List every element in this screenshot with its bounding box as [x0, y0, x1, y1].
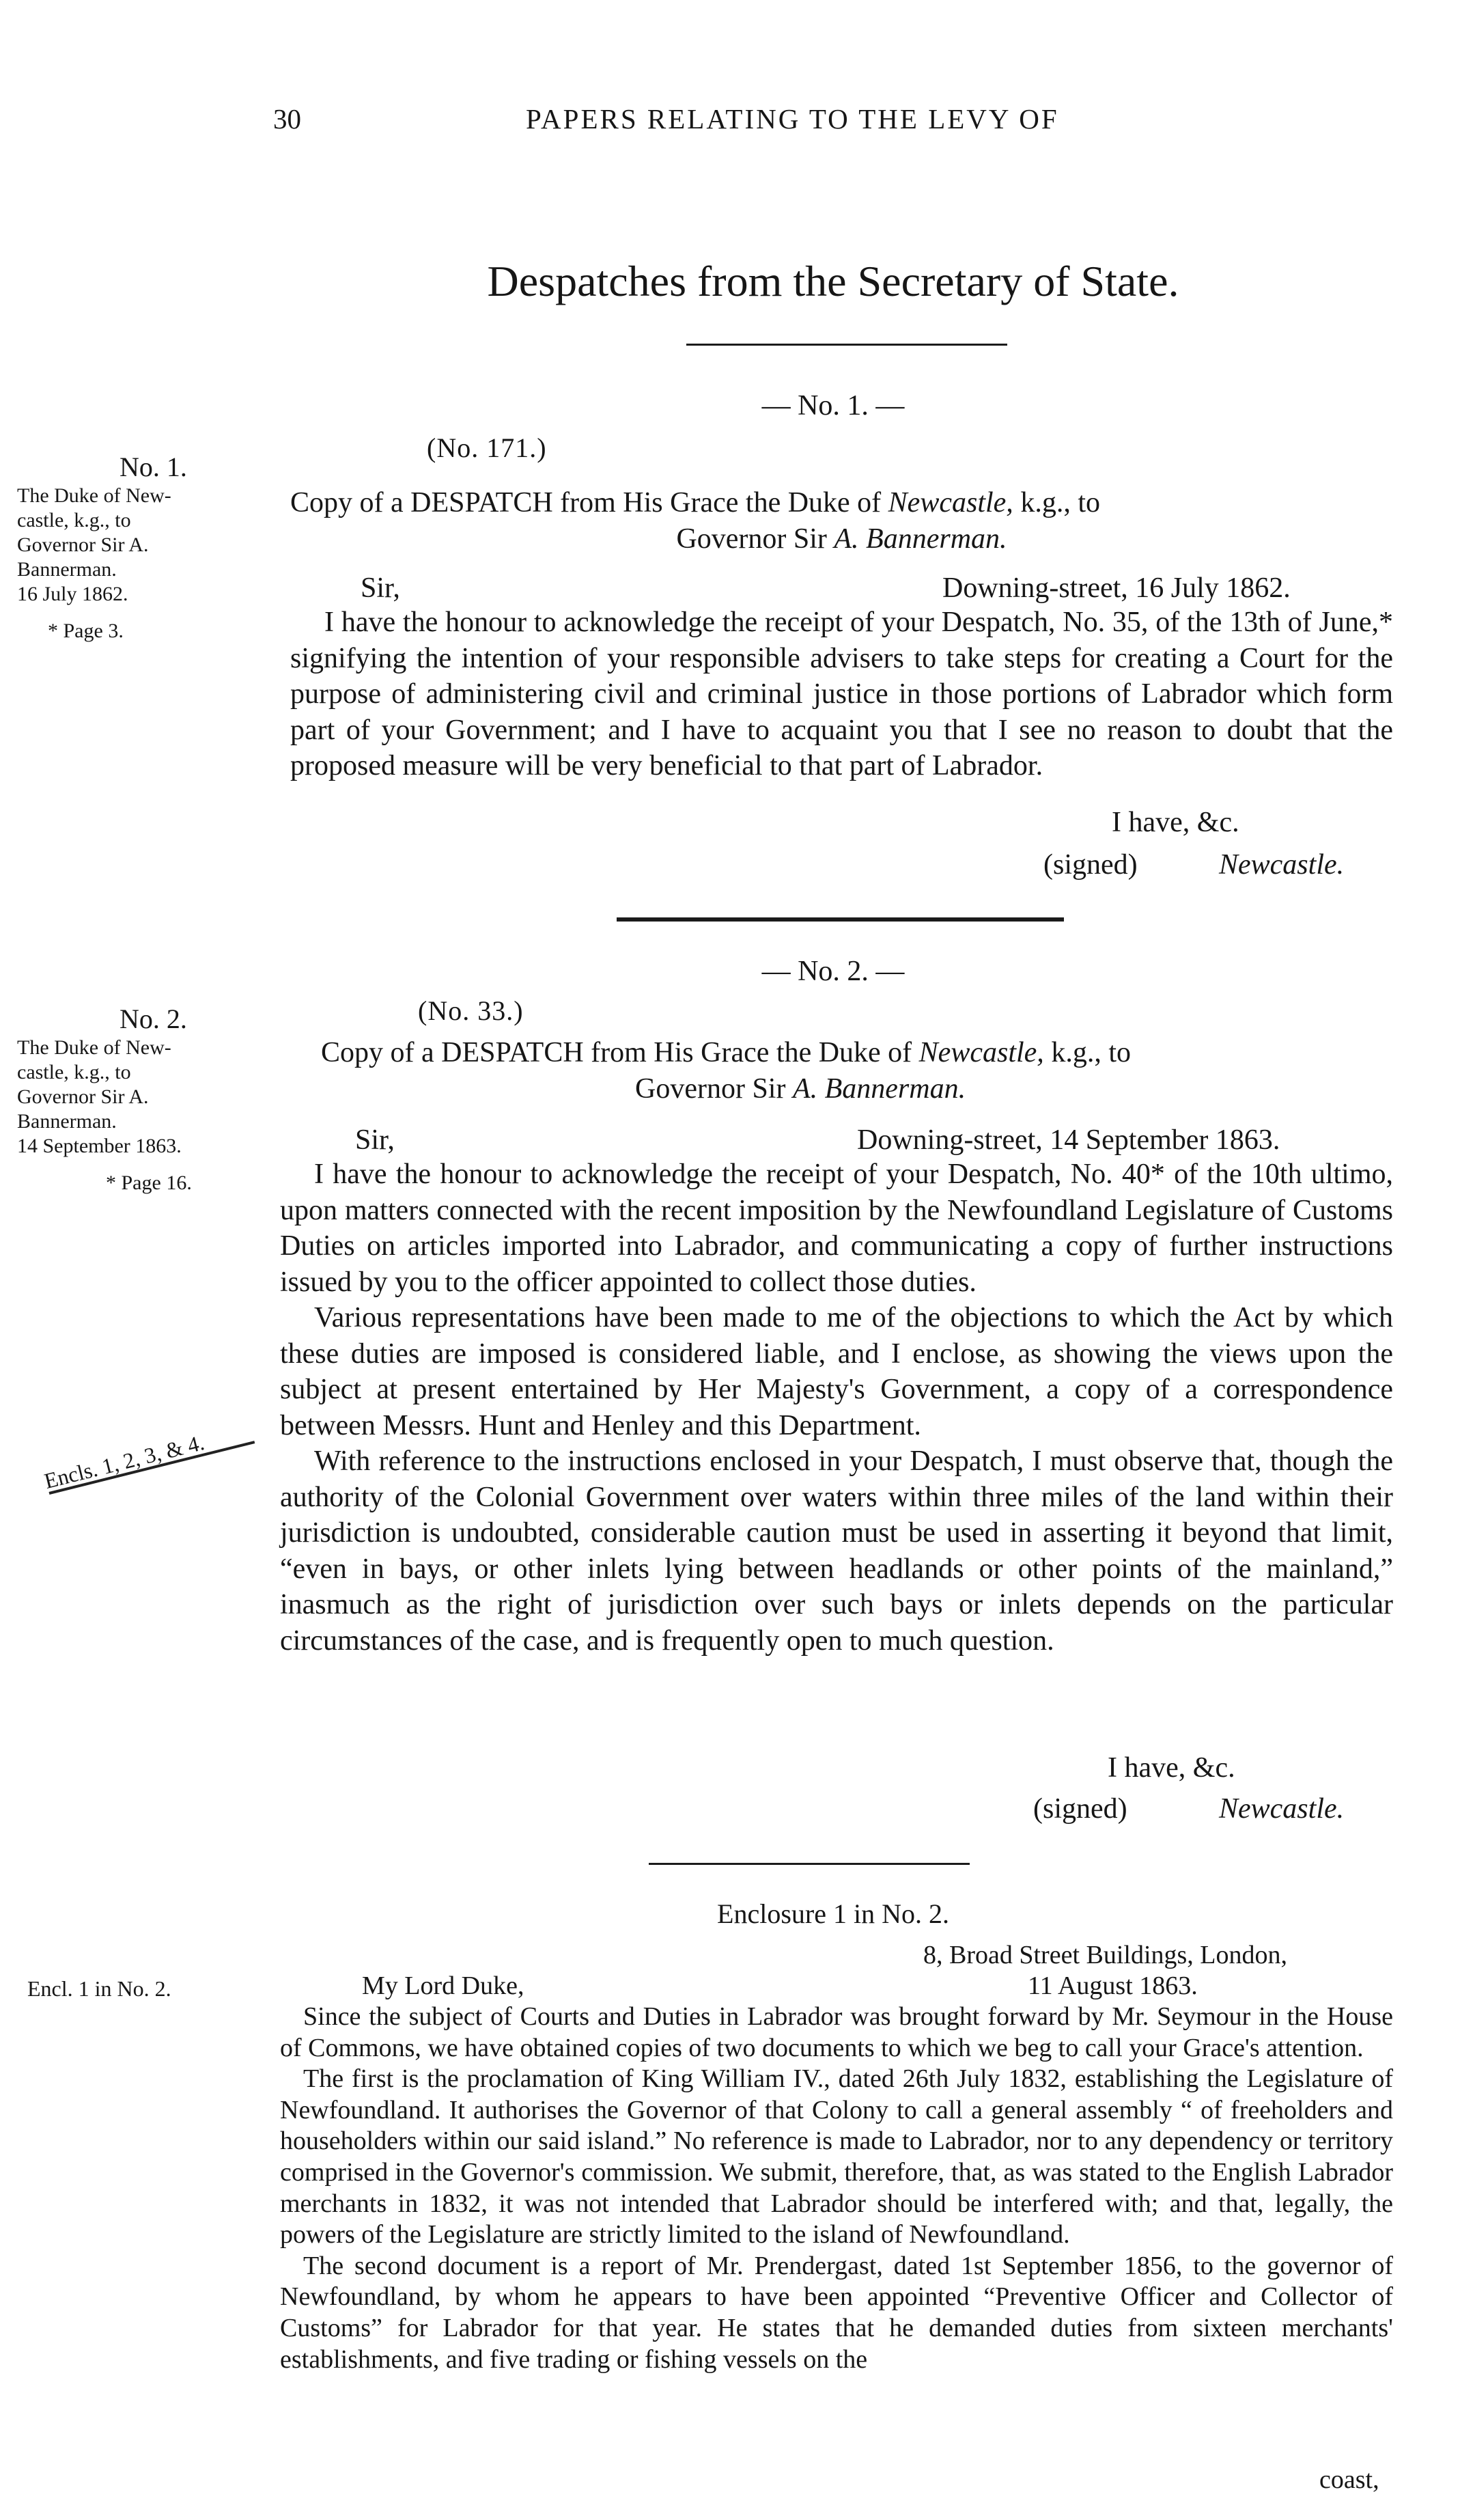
despatch-1-ref: (No. 171.): [427, 432, 547, 463]
despatch-1-heading: — No. 1. —: [761, 390, 905, 421]
sidenote-line: Governor Sir A.: [17, 534, 149, 556]
paragraph: The second document is a report of Mr. Prendergast, dated 1st September 1856, to the governor of Newfoundland, by whom he appears to have been appointed “Preventive Officer and Collector of Customs” for Labrador for that year. He states that he demanded duties from sixteen merchants' establishments, and five trading or fishing vessels on the: [280, 2251, 1393, 2374]
sidenote-number: No. 1.: [120, 452, 187, 482]
catchword: coast,: [1319, 2465, 1379, 2494]
despatch-2-ref: (No. 33.): [418, 995, 524, 1026]
despatch-title-text: k.g., to: [1013, 487, 1100, 518]
despatch-2-title: [321, 1035, 1393, 1107]
paragraph: The first is the proclamation of King William IV., dated 26th July 1832, establishing the Legislature of Newfoundland. It authorises the Governor of that Colony to call a general assembly “ of freeholders and householders within our said island.” No reference is made to Labrador, nor to any dependency or territory comprised in the Governor's commission. We submit, therefore, that, as was stated to the English Labrador merchants in 1832, it was not intended that Labrador should be interfered with; and that, legally, the powers of the Legislature are strictly limited to the island of Newfoundland.: [280, 2064, 1393, 2249]
enclosure-salutation: My Lord Duke,: [362, 1971, 524, 2000]
despatch-2-closing: I have, &c.: [1108, 1752, 1235, 1784]
sidenote-line: The Duke of New-: [17, 484, 171, 507]
enclosures-marginal-note: Encls. 1, 2, 3, & 4.: [42, 1430, 207, 1494]
enclosure-sidenote: Encl. 1 in No. 2.: [27, 1976, 171, 2001]
sidenote-line: 14 September 1863.: [17, 1135, 182, 1157]
despatch-1-signature: Newcastle.: [1219, 849, 1345, 881]
sidenote-line: castle, k.g., to: [17, 509, 131, 531]
sidenote-line: Bannerman.: [17, 558, 117, 581]
governor-name: A. Bannerman.: [834, 523, 1007, 555]
title-rule: [686, 344, 1007, 346]
despatch-1-place-date: Downing-street, 16 July 1862.: [942, 572, 1291, 604]
paragraph: With reference to the instructions enclosed in your Despatch, I must observe that, though the authority of the Colonial Government over waters within three miles of the land within their jurisdiction is undoubted, considerable caution must be used in asserting it beyond that limit, “even in bays, or other inlets lying between headlands or other points of the mainland,” inasmuch as the right of jurisdiction over such bays or inlets depends on the particular circumstances of the case, and is frequently open to much question.: [280, 1445, 1393, 1657]
sidenote-line: Governor Sir A.: [17, 1085, 149, 1108]
running-title: PAPERS RELATING TO THE LEVY OF: [526, 103, 1059, 135]
despatch-title-text: k.g., to: [1043, 1037, 1131, 1068]
despatch-2-signature: Newcastle.: [1219, 1793, 1345, 1825]
despatch-1-signed: (signed): [1043, 849, 1138, 881]
duke-name: Newcastle,: [888, 487, 1013, 518]
section-rule: [649, 1863, 970, 1865]
enclosure-address-line-2: 11 August 1863.: [1028, 1971, 1198, 2000]
despatch-1-title: [290, 485, 1393, 557]
sidenote-page-ref: * Page 3.: [48, 620, 124, 642]
despatch-2-body: [280, 1157, 1393, 1659]
section-rule: [617, 917, 1064, 922]
sidenote-page-ref: * Page 16.: [106, 1172, 192, 1194]
paragraph: Since the subject of Courts and Duties in Labrador was brought forward by Mr. Seymour in the House of Commons, we have obtained copies of two documents to which we beg to call your Grace's attention.: [280, 2002, 1393, 2062]
duke-name: Newcastle,: [918, 1037, 1044, 1068]
governor-name: A. Bannerman.: [792, 1072, 966, 1105]
sidenote-line: 16 July 1862.: [17, 583, 128, 605]
page-number: 30: [273, 103, 301, 135]
enclosure-body: [280, 2002, 1393, 2375]
despatch-2-place-date: Downing-street, 14 September 1863.: [857, 1124, 1280, 1156]
despatch-title-text: Governor Sir: [635, 1072, 793, 1105]
paragraph: I have the honour to acknowledge the receipt of your Despatch, No. 35, of the 13th of June,* signifying the intention of your responsible advisers to take steps for creating a Court for the purpose of administering civil and criminal justice in those portions of Labrador which form part of your Government; and I have to acquaint you that I see no reason to doubt that the proposed measure will be very beneficial to that part of Labrador.: [290, 607, 1393, 781]
paragraph: I have the honour to acknowledge the receipt of your Despatch, No. 40* of the 10th ultimo, upon matters connected with the recent imposition by the Newfoundland Legislature of Customs Duties on articles imported into Labrador, and communicating a copy of further instructions issued by you to the officer appointed to collect those duties.: [280, 1159, 1393, 1298]
despatch-2-salutation: Sir,: [355, 1124, 395, 1156]
despatch-1-body: [290, 605, 1393, 784]
sidenote-number: No. 2.: [120, 1003, 187, 1034]
despatch-2-heading: — No. 2. —: [761, 956, 905, 987]
despatch-1-closing: I have, &c.: [1112, 807, 1239, 838]
despatch-1-sidenote: [17, 451, 277, 643]
despatch-2-signed: (signed): [1033, 1793, 1127, 1825]
enclosure-address-line-1: 8, Broad Street Buildings, London,: [923, 1941, 1288, 1969]
sidenote-line: castle, k.g., to: [17, 1061, 131, 1083]
paragraph: Various representations have been made to me of the objections to which the Act by which these duties are imposed is considered liable, and I enclose, as showing the views upon the subject at present entertained by Her Majesty's Government, a copy of a correspondence between Messrs. Hunt and Henley and this Department.: [280, 1302, 1393, 1441]
page-title: Despatches from the Secretary of State.: [487, 257, 1179, 305]
despatch-title-text: Copy of a DESPATCH from His Grace the Duke of: [290, 487, 888, 518]
enclosure-heading: Enclosure 1 in No. 2.: [717, 1898, 949, 1929]
despatch-1-salutation: Sir,: [361, 572, 400, 604]
despatch-2-sidenote: [17, 1003, 277, 1195]
sidenote-line: The Duke of New-: [17, 1036, 171, 1059]
sidenote-line: Bannerman.: [17, 1110, 117, 1133]
despatch-title-text: Governor Sir: [676, 523, 834, 555]
despatch-title-text: Copy of a DESPATCH from His Grace the Duke of: [321, 1037, 919, 1068]
